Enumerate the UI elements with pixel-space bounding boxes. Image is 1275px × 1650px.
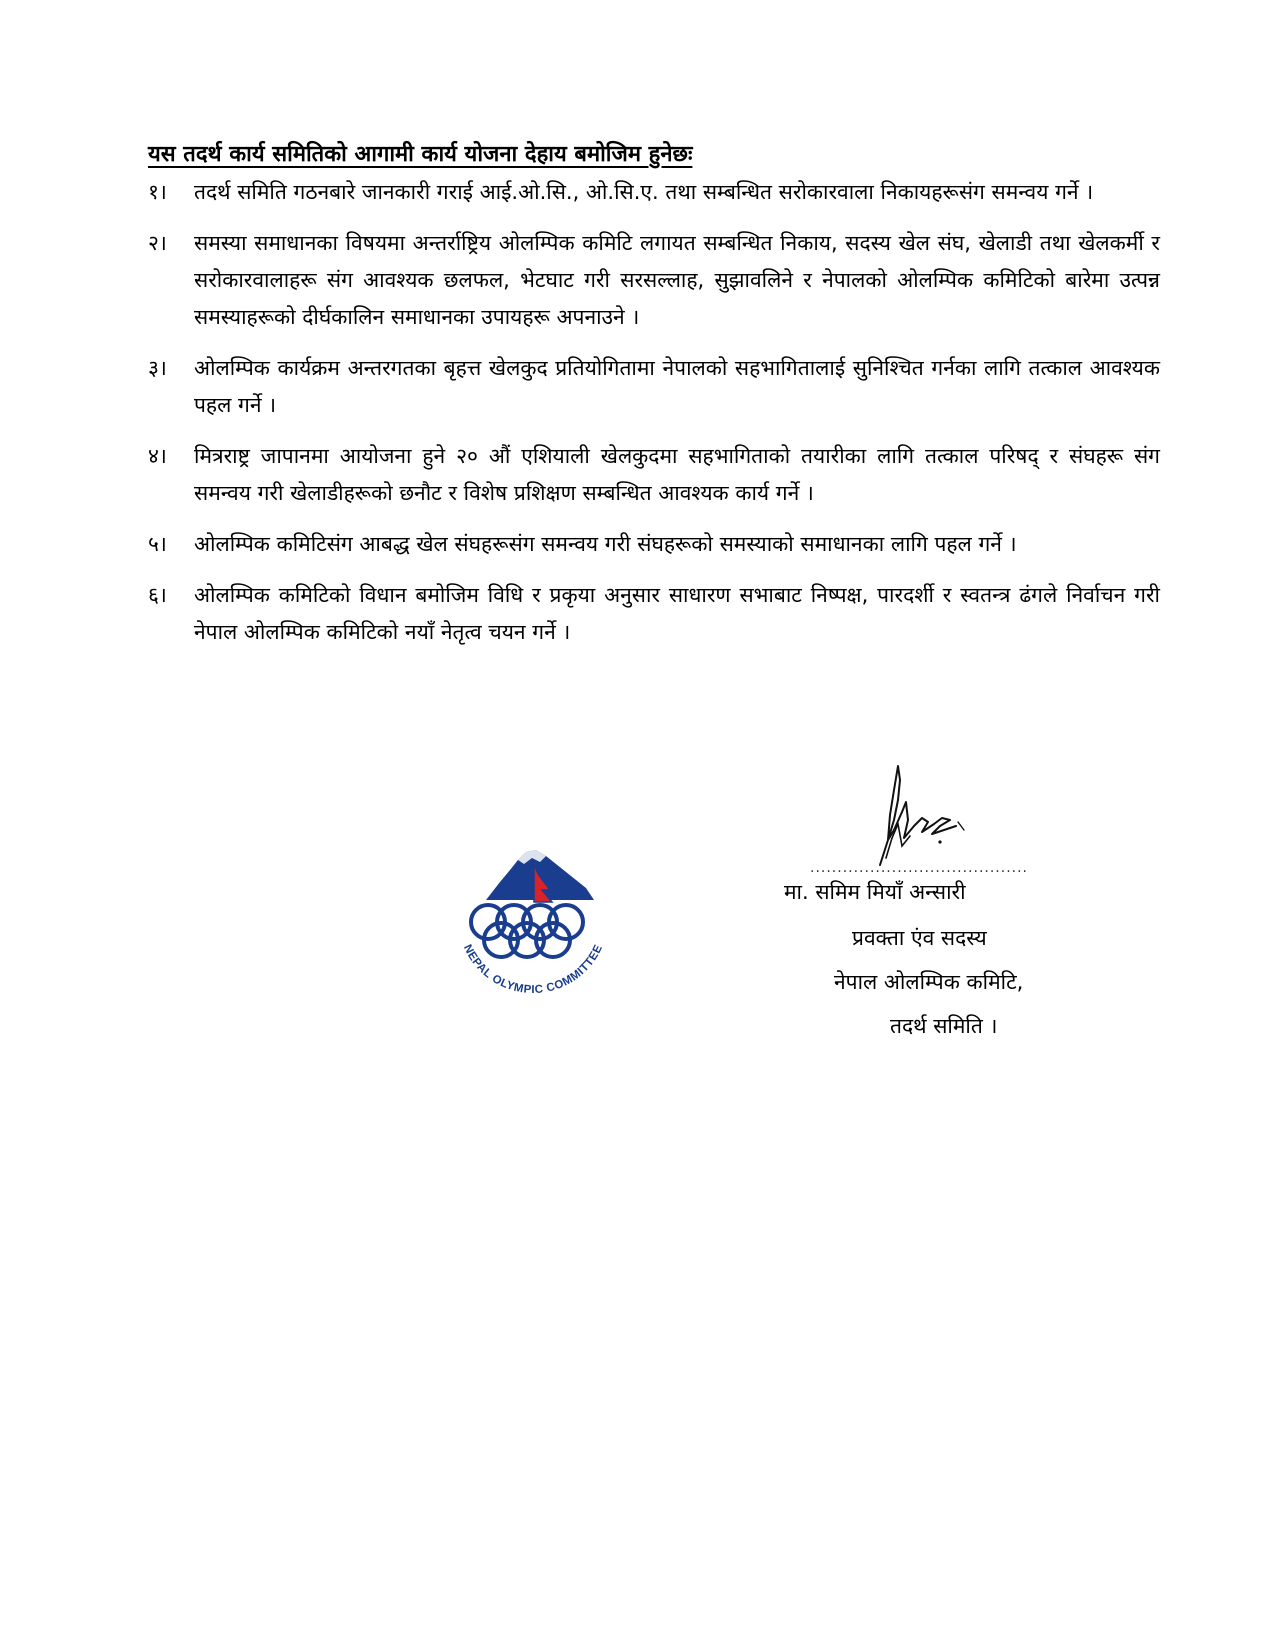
- item-text: मित्रराष्ट्र जापानमा आयोजना हुने २० औं एशियाली खेलकुदमा सहभागिताको तयारीका लागि तत्काल परिषद् र संघहरू संग समन्वय गरी खेलाडीहरूको छनौट र विशेष प्रशिक्षण सम्बन्धित आवश्यक कार्य गर्ने ।: [194, 444, 1160, 505]
- signatory-name: मा. समिम मियाँ अन्सारी: [784, 880, 966, 904]
- item-text: ओलम्पिक कार्यक्रम अन्तरगतका बृहत्त खेलकुद प्रतियोगितामा नेपालको सहभागितालाई सुनिश्चित गर्नका लागि तत्काल आवश्यक पहल गर्ने ।: [194, 356, 1160, 417]
- logo-text: NEPAL OLYMPIC COMMITTEE: [460, 942, 606, 997]
- signature-line: ........................................: [810, 860, 1029, 876]
- signatory-committee: तदर्थ समिति ।: [890, 1014, 998, 1038]
- handwritten-signature: [828, 760, 968, 870]
- nepal-olympic-committee-logo: [448, 840, 618, 1000]
- signature-block: [780, 760, 1080, 1038]
- list-item: [148, 526, 1160, 563]
- item-number: १।: [148, 180, 167, 204]
- item-text: तदर्थ समिति गठनबारे जानकारी गराई आई.ओ.सि., ओ.सि.ए. तथा सम्बन्धित सरोकारवाला निकायहरूसंग समन्वय गर्ने ।: [194, 180, 1094, 204]
- signatory-role: प्रवक्ता एंव सदस्य: [852, 926, 987, 950]
- list-item: [148, 174, 1160, 211]
- document-heading: यस तदर्थ कार्य समितिको आगामी कार्य योजना देहाय बमोजिम हुनेछः: [148, 142, 693, 167]
- signatory-organization: नेपाल ओलम्पिक कमिटि,: [834, 970, 1024, 994]
- item-number: ४।: [148, 444, 167, 468]
- olympic-rings: [471, 905, 583, 957]
- item-number: ६।: [148, 583, 167, 607]
- item-number: २।: [148, 231, 167, 255]
- list-item: [148, 350, 1160, 424]
- item-text: समस्या समाधानका विषयमा अन्तर्राष्ट्रिय ओलम्पिक कमिटि लगायत सम्बन्धित निकाय, सदस्य खेल संघ, खेलाडी तथा खेलकर्मी र सरोकारवालाहरू संग आवश्यक छलफल, भेटघाट गरी सरसल्लाह, सुझावलिने र नेपालको ओलम्पिक कमिटिको बारेमा उत्पन्न समस्याहरूको दीर्घकालिन समाधानका उपायहरू अपनाउने ।: [194, 231, 1160, 329]
- item-number: ३।: [148, 356, 167, 380]
- list-item: [148, 225, 1160, 336]
- item-text: ओलम्पिक कमिटिको विधान बमोजिम विधि र प्रकृया अनुसार साधारण सभाबाट निष्पक्ष, पारदर्शी र स्वतन्त्र ढंगले निर्वाचन गरी नेपाल ओलम्पिक कमिटिको नयाँ नेतृत्व चयन गर्ने ।: [194, 583, 1160, 644]
- action-plan-list: [148, 174, 1160, 665]
- item-text: ओलम्पिक कमिटिसंग आबद्ध खेल संघहरूसंग समन्वय गरी संघहरूको समस्याको समाधानका लागि पहल गर्ने ।: [194, 532, 1017, 556]
- item-number: ५।: [148, 532, 167, 556]
- svg-text:NEPAL OLYMPIC COMMITTEE: [461, 943, 605, 996]
- list-item: [148, 577, 1160, 651]
- list-item: [148, 438, 1160, 512]
